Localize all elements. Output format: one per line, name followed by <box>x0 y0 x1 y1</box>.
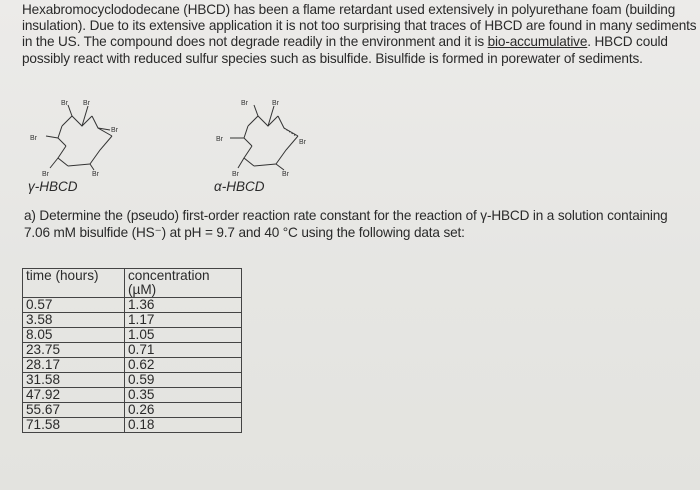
time-cell: 3.58 <box>23 313 125 328</box>
concentration-cell: 0.18 <box>125 418 242 433</box>
br-label: Br <box>241 100 248 107</box>
intro-text-part2: . HBCD could possibly react with reduced sulfur species such as bisulfide. Bisulfide is formed in porewater of sediments. <box>22 34 668 66</box>
br-label: Br <box>61 100 68 107</box>
br-label: Br <box>30 135 37 142</box>
br-label: Br <box>232 171 239 178</box>
intro-underlined-term: bio-accumulative <box>487 34 588 50</box>
br-label: Br <box>111 127 118 134</box>
intro-text-part1: Hexabromocyclododecane (HBCD) has been a flame retardant used extensively in polyurethane foam (building insulation). Due to its extensive application it is not too surprising that traces of HBCD are found in many sediments in the US. The compound does not degrade readily in the environment and it is <box>22 2 697 50</box>
table-row <box>23 373 242 388</box>
time-cell: 55.67 <box>23 403 125 418</box>
intro-paragraph <box>22 2 697 67</box>
alpha-hbcd-label: α-HBCD <box>214 179 265 194</box>
time-cell: 71.58 <box>23 418 125 433</box>
concentration-cell: 0.35 <box>125 388 242 403</box>
data-table <box>22 268 242 433</box>
table-row <box>23 343 242 358</box>
table-header-row <box>23 269 242 298</box>
time-cell: 31.58 <box>23 373 125 388</box>
br-label: Br <box>42 171 49 178</box>
br-label: Br <box>92 171 99 178</box>
concentration-cell: 1.17 <box>125 313 242 328</box>
gamma-hbcd-structure <box>28 96 138 180</box>
concentration-cell: 1.05 <box>125 328 242 343</box>
time-cell: 28.17 <box>23 358 125 373</box>
br-label: Br <box>272 100 279 107</box>
time-header: time (hours) <box>23 269 125 298</box>
br-label: Br <box>282 171 289 178</box>
table-row <box>23 313 242 328</box>
concentration-cell: 1.36 <box>125 298 242 313</box>
time-cell: 47.92 <box>23 388 125 403</box>
table-row <box>23 403 242 418</box>
table-row <box>23 418 242 433</box>
table-row <box>23 388 242 403</box>
concentration-cell: 0.26 <box>125 403 242 418</box>
br-label: Br <box>299 139 306 146</box>
concentration-cell: 0.59 <box>125 373 242 388</box>
concentration-header: concentration (µM) <box>125 269 242 298</box>
table-row <box>23 298 242 313</box>
br-label: Br <box>216 136 223 143</box>
table-row <box>23 328 242 343</box>
time-cell: 0.57 <box>23 298 125 313</box>
br-label: Br <box>83 100 90 107</box>
time-cell: 8.05 <box>23 328 125 343</box>
time-cell: 23.75 <box>23 343 125 358</box>
question-a: a) Determine the (pseudo) first-order reaction rate constant for the reaction of γ-HBCD in a solution containing 7.06 mM bisulfide (HS⁻) at pH = 9.7 and 40 °C using the following data set: <box>24 208 668 240</box>
concentration-cell: 0.62 <box>125 358 242 373</box>
alpha-hbcd-structure <box>214 96 324 180</box>
concentration-cell: 0.71 <box>125 343 242 358</box>
gamma-hbcd-label: γ-HBCD <box>28 179 78 194</box>
table-row <box>23 358 242 373</box>
